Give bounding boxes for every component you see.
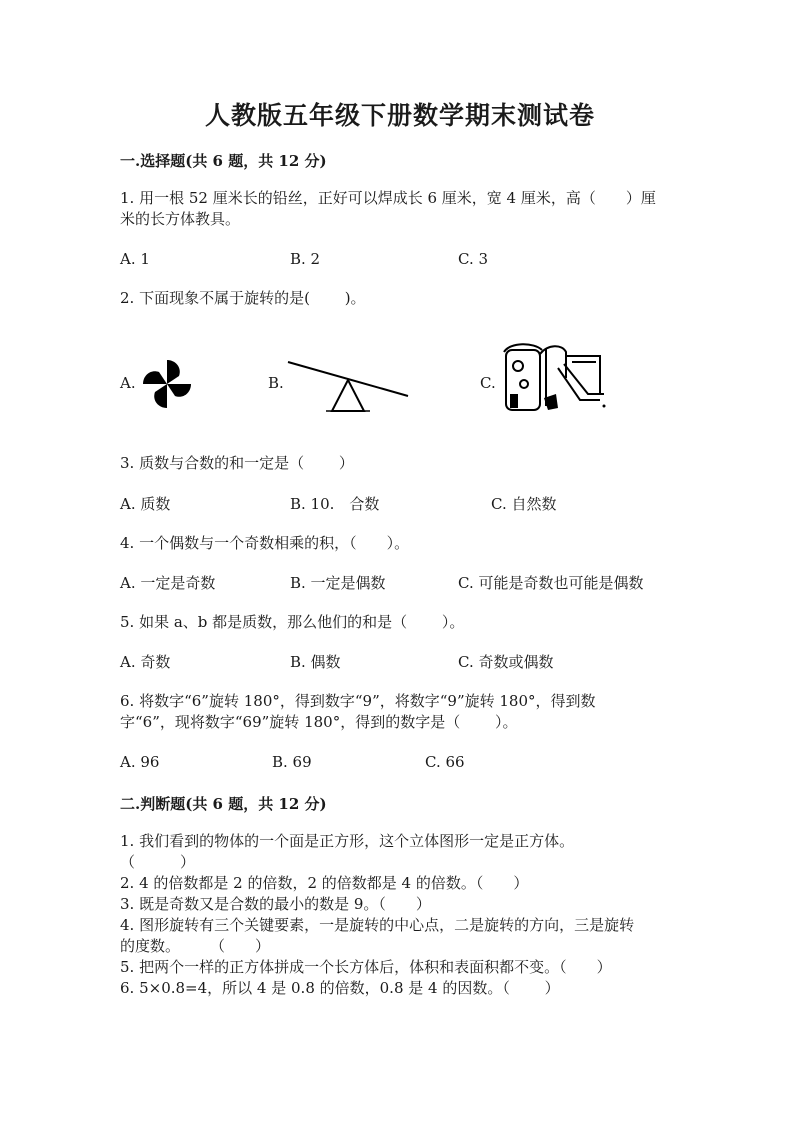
question-2-option-c[interactable]: C.	[480, 374, 496, 392]
judgement-line-7: 5. 把两个一样的正方体拼成一个长方体后，体积和表面积都不变。（ ）	[120, 958, 612, 976]
judgement-line-4: 3. 既是奇数又是合数的最小的数是 9。（ ）	[120, 895, 431, 913]
judgement-line-6: 的度数。 （ ）	[120, 937, 271, 955]
slide-icon	[500, 338, 608, 414]
question-4-line-1: 4. 一个偶数与一个奇数相乘的积，（ ）。	[120, 534, 410, 552]
question-1-option-c[interactable]: C. 3	[458, 250, 489, 268]
judgement-line-3: 2. 4 的倍数都是 2 的倍数，2 的倍数都是 4 的倍数。（ ）	[120, 874, 529, 892]
page-title: 人教版五年级下册数学期末测试卷	[204, 101, 595, 130]
question-4-option-a[interactable]: A. 一定是奇数	[120, 574, 216, 592]
question-5-line-1: 5. 如果 a、b 都是质数，那么他们的和是（ ）。	[120, 613, 465, 631]
question-5-option-b[interactable]: B. 偶数	[290, 653, 341, 671]
question-1-line-1: 1. 用一根 52 厘米长的铅丝，正好可以焊成长 6 厘米，宽 4 厘米，高（ ）厘	[120, 189, 656, 207]
judgement-line-5: 4. 图形旋转有三个关键要素，一是旋转的中心点，二是旋转的方向，三是旋转	[120, 916, 635, 934]
judgement-line-8: 6. 5×0.8=4，所以 4 是 0.8 的倍数，0.8 是 4 的因数。（ ）	[120, 979, 560, 997]
section-heading-true-false: 二.判断题(共 6 题，共 12 分)	[120, 795, 327, 813]
question-3-line-1: 3. 质数与合数的和一定是（ ）	[120, 454, 354, 472]
question-1-option-b[interactable]: B. 2	[290, 250, 321, 268]
question-6-option-b[interactable]: B. 69	[272, 753, 312, 771]
question-6-line-1: 6. 将数字“6”旋转 180°，得到数字“9”，将数字“9”旋转 180°，得到数	[120, 692, 596, 710]
judgement-line-2[interactable]: （ ）	[120, 853, 196, 871]
question-1-option-a[interactable]: A. 1	[120, 250, 150, 268]
question-2-line-1: 2. 下面现象不属于旋转的是( )。	[120, 289, 366, 307]
question-4-option-c[interactable]: C. 可能是奇数也可能是偶数	[458, 574, 644, 592]
question-3-option-a[interactable]: A. 质数	[120, 495, 171, 513]
question-6-line-2: 字“6”，现将数字“69”旋转 180°，得到的数字是（ ）。	[120, 713, 518, 731]
seesaw-icon	[286, 360, 410, 414]
question-3-option-b[interactable]: B. 10. 合数	[290, 495, 380, 513]
question-2-option-b[interactable]: B.	[268, 374, 284, 392]
question-5-option-c[interactable]: C. 奇数或偶数	[458, 653, 554, 671]
question-3-option-c[interactable]: C. 自然数	[491, 495, 557, 513]
pinwheel-icon	[138, 356, 196, 412]
question-2-option-a[interactable]: A.	[120, 374, 136, 392]
question-4-option-b[interactable]: B. 一定是偶数	[290, 574, 386, 592]
judgement-line-1: 1. 我们看到的物体的一个面是正方形，这个立体图形一定是正方体。	[120, 832, 575, 850]
section-heading-choice: 一.选择题(共 6 题，共 12 分)	[120, 152, 327, 170]
question-6-option-c[interactable]: C. 66	[425, 753, 465, 771]
question-1-line-2: 米的长方体教具。	[120, 210, 241, 228]
question-6-option-a[interactable]: A. 96	[120, 753, 160, 771]
question-5-option-a[interactable]: A. 奇数	[120, 653, 171, 671]
